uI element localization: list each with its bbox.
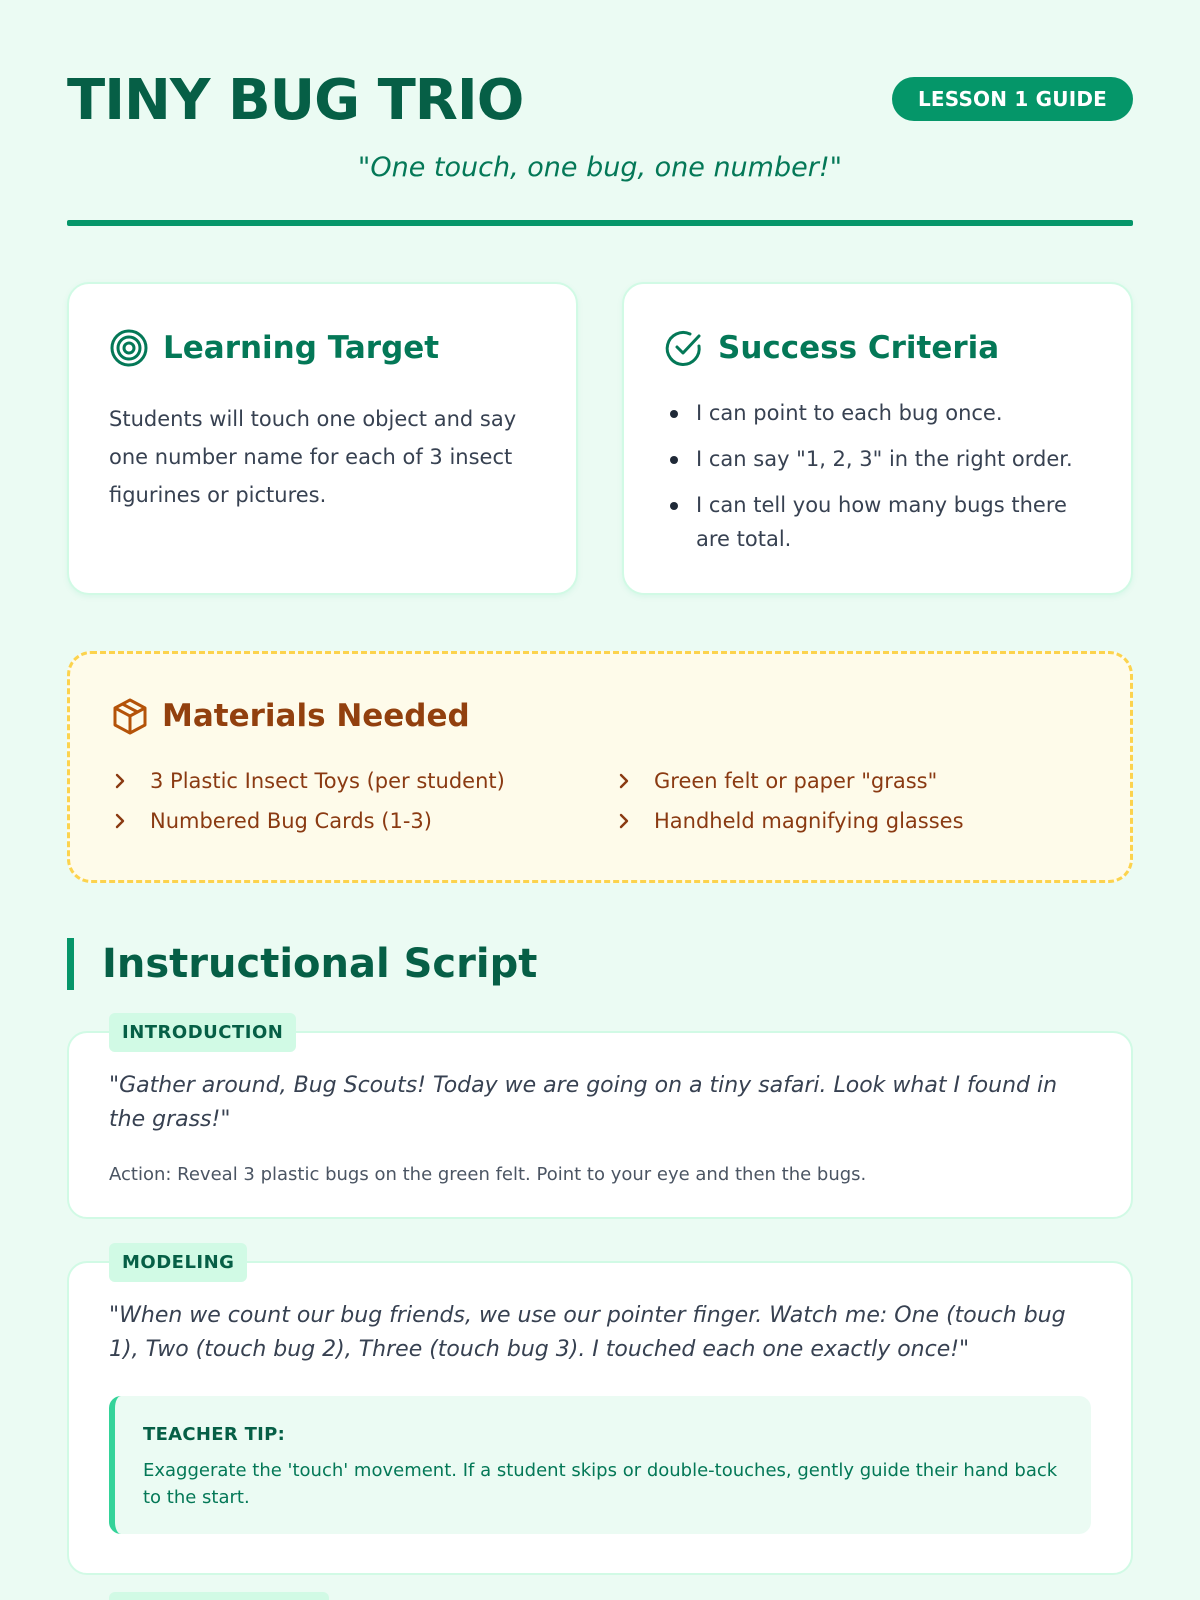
list-item	[110, 809, 432, 833]
chevron-right-icon	[614, 771, 634, 791]
success-criteria-card	[622, 282, 1133, 595]
list-item	[614, 769, 937, 793]
next-section-label	[109, 1592, 329, 1600]
criteria-list	[664, 396, 1091, 568]
list-item: I can say "1, 2, 3" in the right order.	[664, 442, 1091, 476]
materials-title: Materials Needed	[162, 698, 470, 734]
success-criteria-header	[664, 328, 999, 368]
modeling-block	[67, 1261, 1133, 1575]
success-criteria-title: Success Criteria	[718, 330, 1000, 366]
learning-target-title: Learning Target	[163, 330, 440, 366]
material-label: Numbered Bug Cards (1-3)	[150, 809, 432, 833]
section-heading: Instructional Script	[67, 938, 537, 990]
teacher-tip	[109, 1396, 1091, 1534]
list-item	[110, 769, 505, 793]
introduction-quote: "Gather around, Bug Scouts! Today we are going on a tiny safari. Look what I found in the grass!"	[109, 1073, 1058, 1132]
introduction-label: INTRODUCTION	[109, 1013, 296, 1052]
learning-target-card	[67, 282, 578, 595]
material-label: 3 Plastic Insect Toys (per student)	[150, 769, 505, 793]
chevron-right-icon	[110, 771, 130, 791]
teacher-tip-title: TEACHER TIP:	[143, 1424, 286, 1445]
material-label: Green felt or paper "grass"	[654, 769, 938, 793]
tagline: "One touch, one bug, one number!"	[357, 152, 843, 183]
material-label: Handheld magnifying glasses	[654, 809, 964, 833]
teacher-tip-text: Exaggerate the 'touch' movement. If a student skips or double-touches, gently guide their hand back to the start.	[143, 1460, 1058, 1508]
introduction-block	[67, 1031, 1133, 1219]
learning-target-text: Students will touch one object and say one number name for each of 3 insect figurines or pictures.	[109, 407, 517, 507]
lesson-badge: LESSON 1 GUIDE	[892, 77, 1133, 121]
header-divider	[67, 220, 1133, 226]
check-circle-icon	[664, 328, 704, 368]
modeling-quote: "When we count our bug friends, we use our pointer finger. Watch me: One (touch bug 1), Two (touch bug 2), Three (touch bug 3). I touched each one exactly once!"	[109, 1303, 1066, 1362]
objectives-row	[67, 282, 1133, 595]
materials-header	[110, 696, 470, 736]
list-item: I can point to each bug once.	[664, 396, 1091, 430]
page-title: TINY BUG TRIO	[67, 68, 524, 133]
introduction-action: Action: Reveal 3 plastic bugs on the green felt. Point to your eye and then the bugs.	[109, 1164, 867, 1185]
target-icon	[109, 328, 149, 368]
package-icon	[110, 696, 150, 736]
list-item: I can tell you how many bugs there are total.	[664, 488, 1091, 556]
learning-target-header	[109, 328, 439, 368]
chevron-right-icon	[614, 811, 634, 831]
lesson-guide	[67, 0, 1133, 1508]
header	[67, 0, 1133, 230]
list-item	[614, 809, 964, 833]
chevron-right-icon	[110, 811, 130, 831]
modeling-label: MODELING	[109, 1243, 247, 1282]
materials-card	[67, 651, 1133, 883]
